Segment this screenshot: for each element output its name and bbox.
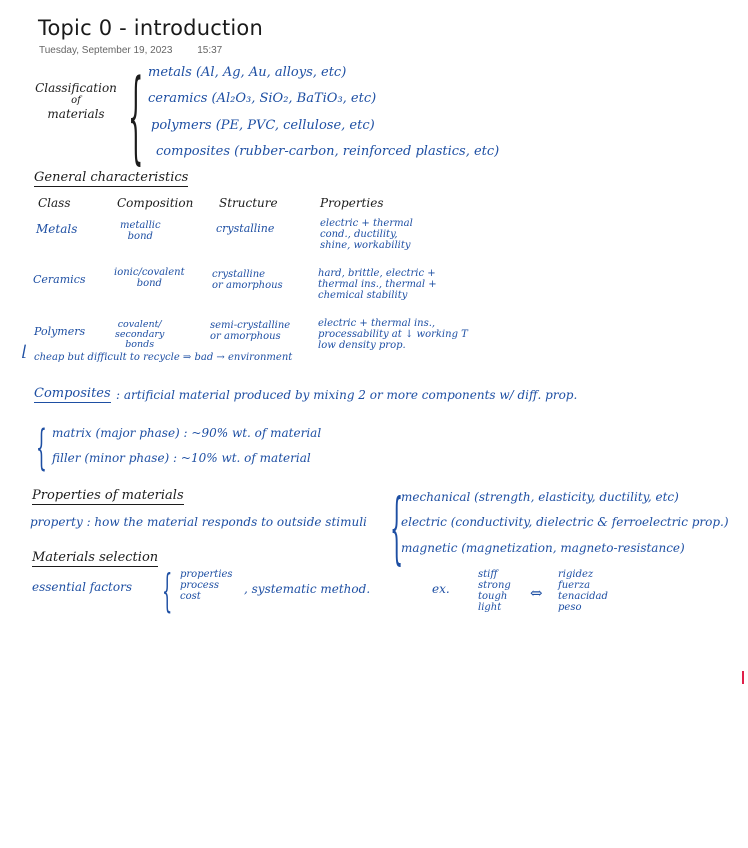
selection-method: , systematic method. [244,582,371,596]
selection-factor-cost: cost [180,591,201,602]
term-fuerza: fuerza [558,580,591,591]
row-metals-structure: crystalline [216,222,275,235]
row-polymers-composition: covalent/ secondary bonds [115,319,165,350]
classification-brace: { [128,58,144,175]
properties-definition: property : how the material responds to outside stimuli [30,515,367,529]
row-polymers-properties: electric + thermal ins., processability at ↓ working T low density prop. [318,318,468,351]
classification-label [28,80,124,122]
row-metals-class: Metals [36,222,78,236]
term-peso: peso [558,602,582,613]
selection-factor-process: process [180,580,219,591]
term-stiff: stiff [478,569,498,580]
selection-factors-list [180,569,233,602]
selection-factor-properties: properties [180,569,233,580]
composites-definition: : artificial material produced by mixing 2 or more components w/ diff. prop. [116,388,578,402]
margin-mark [742,671,744,684]
row-polymers-class: Polymers [34,325,86,338]
term-strong: strong [478,580,511,591]
row-ceramics-class: Ceramics [33,273,86,286]
term-light: light [478,602,502,613]
polymers-note: cheap but difficult to recycle ⇒ bad → environment [34,352,293,363]
equivalence-arrow: ⇔ [530,584,543,602]
property-electric: electric (conductivity, dielectric & ferroelectric prop.) [401,515,729,529]
term-tenacidad: tenacidad [558,591,608,602]
term-tough: tough [478,591,508,602]
selection-factors-label: essential factors [32,580,132,594]
selection-ex-label: ex. [432,582,450,596]
classification-label-line2: of [71,95,81,106]
row-ceramics-structure: crystalline or amorphous [212,269,283,291]
composites-brace: { [36,420,47,476]
page-title: Topic 0 - introduction [38,16,263,40]
selection-brace: { [162,566,173,618]
row-ceramics-composition: ionic/covalent bond [114,267,185,289]
row-polymers-structure: semi-crystalline or amorphous [210,320,291,342]
composites-filler: filler (minor phase) : ~10% wt. of material [52,451,311,465]
selection-spanish-terms [558,569,608,613]
general-heading: General characteristics [34,170,189,185]
composites-heading: Composites [34,386,111,401]
term-rigidez: rigidez [558,569,594,580]
row-metals-composition: metallic bond [120,220,161,242]
page-date: Tuesday, September 19, 2023 [39,45,173,56]
classification-composites: composites (rubber-carbon, reinforced plastics, etc) [156,144,500,159]
row-ceramics-properties: hard, brittle, electric + thermal ins., thermal + chemical stability [318,268,437,301]
selection-english-terms [478,569,511,613]
page-time: 15:37 [197,45,223,56]
property-magnetic: magnetic (magnetization, magneto-resistance) [401,541,685,555]
general-col-class: Class [38,196,71,210]
classification-polymers: polymers (PE, PVC, cellulose, etc) [151,118,375,133]
composites-matrix: matrix (major phase) : ~90% wt. of material [52,426,322,440]
general-col-structure: Structure [219,196,278,210]
page-timestamp [39,45,222,56]
general-col-properties: Properties [320,196,384,210]
properties-brace: { [390,484,404,574]
classification-metals: metals (Al, Ag, Au, alloys, etc) [148,65,347,80]
classification-ceramics: ceramics (Al₂O₃, SiO₂, BaTiO₃, etc) [148,91,377,106]
classification-label-line1: Classification [35,81,117,95]
general-col-composition: Composition [117,196,194,210]
properties-heading: Properties of materials [32,488,184,503]
polymers-note-hook: ⌊ [22,342,28,360]
selection-heading: Materials selection [32,550,159,565]
property-mechanical: mechanical (strength, elasticity, ductility, etc) [401,490,679,504]
classification-label-line3: materials [47,107,105,121]
row-metals-properties: electric + thermal cond., ductility, shine, workability [320,218,413,251]
